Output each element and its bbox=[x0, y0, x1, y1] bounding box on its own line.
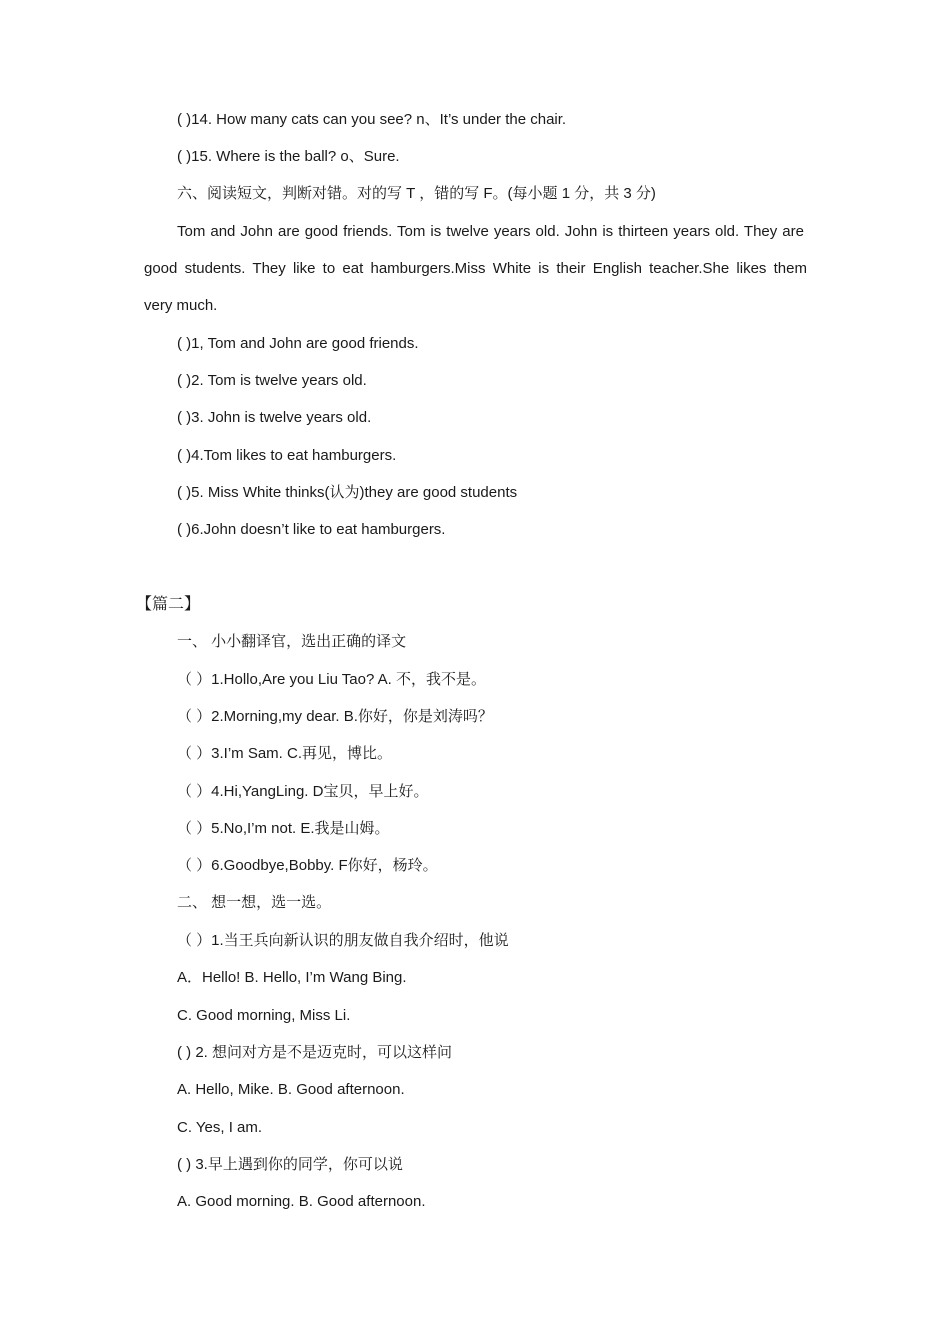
translate-item-1: （ ）1.Hollo,Are you Liu Tao? A. 不，我不是。 bbox=[177, 671, 487, 688]
choice-line-8: A. Good morning. B. Good afternoon. bbox=[177, 1193, 426, 1210]
choice-line-3: C. Good morning, Miss Li. bbox=[177, 1007, 351, 1024]
translate-item-6: （ ）6.Goodbye,Bobby. F你好，杨玲。 bbox=[177, 857, 438, 874]
translate-item-3: （ ）3.I’m Sam. C.再见，博比。 bbox=[177, 745, 393, 762]
choice-line-1: （ ）1.当王兵向新认识的朋友做自我介绍时，他说 bbox=[177, 932, 509, 949]
part-6-title: 六、阅读短文，判断对错。对的写 T ，错的写 F。(每小题 1 分，共 3 分) bbox=[177, 185, 656, 202]
question-14: ( )14. How many cats can you see? n、It’s under the chair. bbox=[177, 111, 567, 128]
tf-item-2: ( )2. Tom is twelve years old. bbox=[177, 372, 367, 389]
passage-line-2: good students. They like to eat hamburgers.Miss White is their English teacher.She likes them bbox=[144, 260, 807, 277]
tf-item-6: ( )6.John doesn’t like to eat hamburgers. bbox=[177, 521, 446, 538]
section-heading: 【篇二】 bbox=[136, 596, 201, 613]
question-15: ( )15. Where is the ball? o、Sure. bbox=[177, 148, 400, 165]
passage-line-1: Tom and John are good friends. Tom is twelve years old. John is thirteen years old. They are bbox=[177, 223, 804, 240]
choice-line-5: A. Hello, Mike. B. Good afternoon. bbox=[177, 1081, 405, 1098]
translate-item-2: （ ）2.Morning,my dear. B.你好，你是刘涛吗？ bbox=[177, 708, 493, 725]
part-2-title: 二、 想一想，选一选。 bbox=[177, 894, 332, 911]
passage-line-3: very much. bbox=[144, 297, 218, 314]
tf-item-4: ( )4.Tom likes to eat hamburgers. bbox=[177, 447, 397, 464]
translate-item-5: （ ）5.No,I’m not. E.我是山姆。 bbox=[177, 820, 390, 837]
translate-item-4: （ ）4.Hi,YangLing. D宝贝，早上好。 bbox=[177, 783, 429, 800]
tf-item-3: ( )3. John is twelve years old. bbox=[177, 409, 372, 426]
tf-item-1: ( )1, Tom and John are good friends. bbox=[177, 335, 419, 352]
choice-line-7: ( ) 3.早上遇到你的同学，你可以说 bbox=[177, 1156, 403, 1173]
part-1-title: 一、 小小翻译官，选出正确的译文 bbox=[177, 633, 407, 650]
choice-line-4: ( ) 2. 想问对方是不是迈克时，可以这样问 bbox=[177, 1044, 453, 1061]
choice-line-2: A．Hello! B. Hello, I’m Wang Bing. bbox=[177, 969, 407, 986]
tf-item-5: ( )5. Miss White thinks(认为)they are good students bbox=[177, 484, 518, 501]
choice-line-6: C. Yes, I am. bbox=[177, 1119, 263, 1136]
